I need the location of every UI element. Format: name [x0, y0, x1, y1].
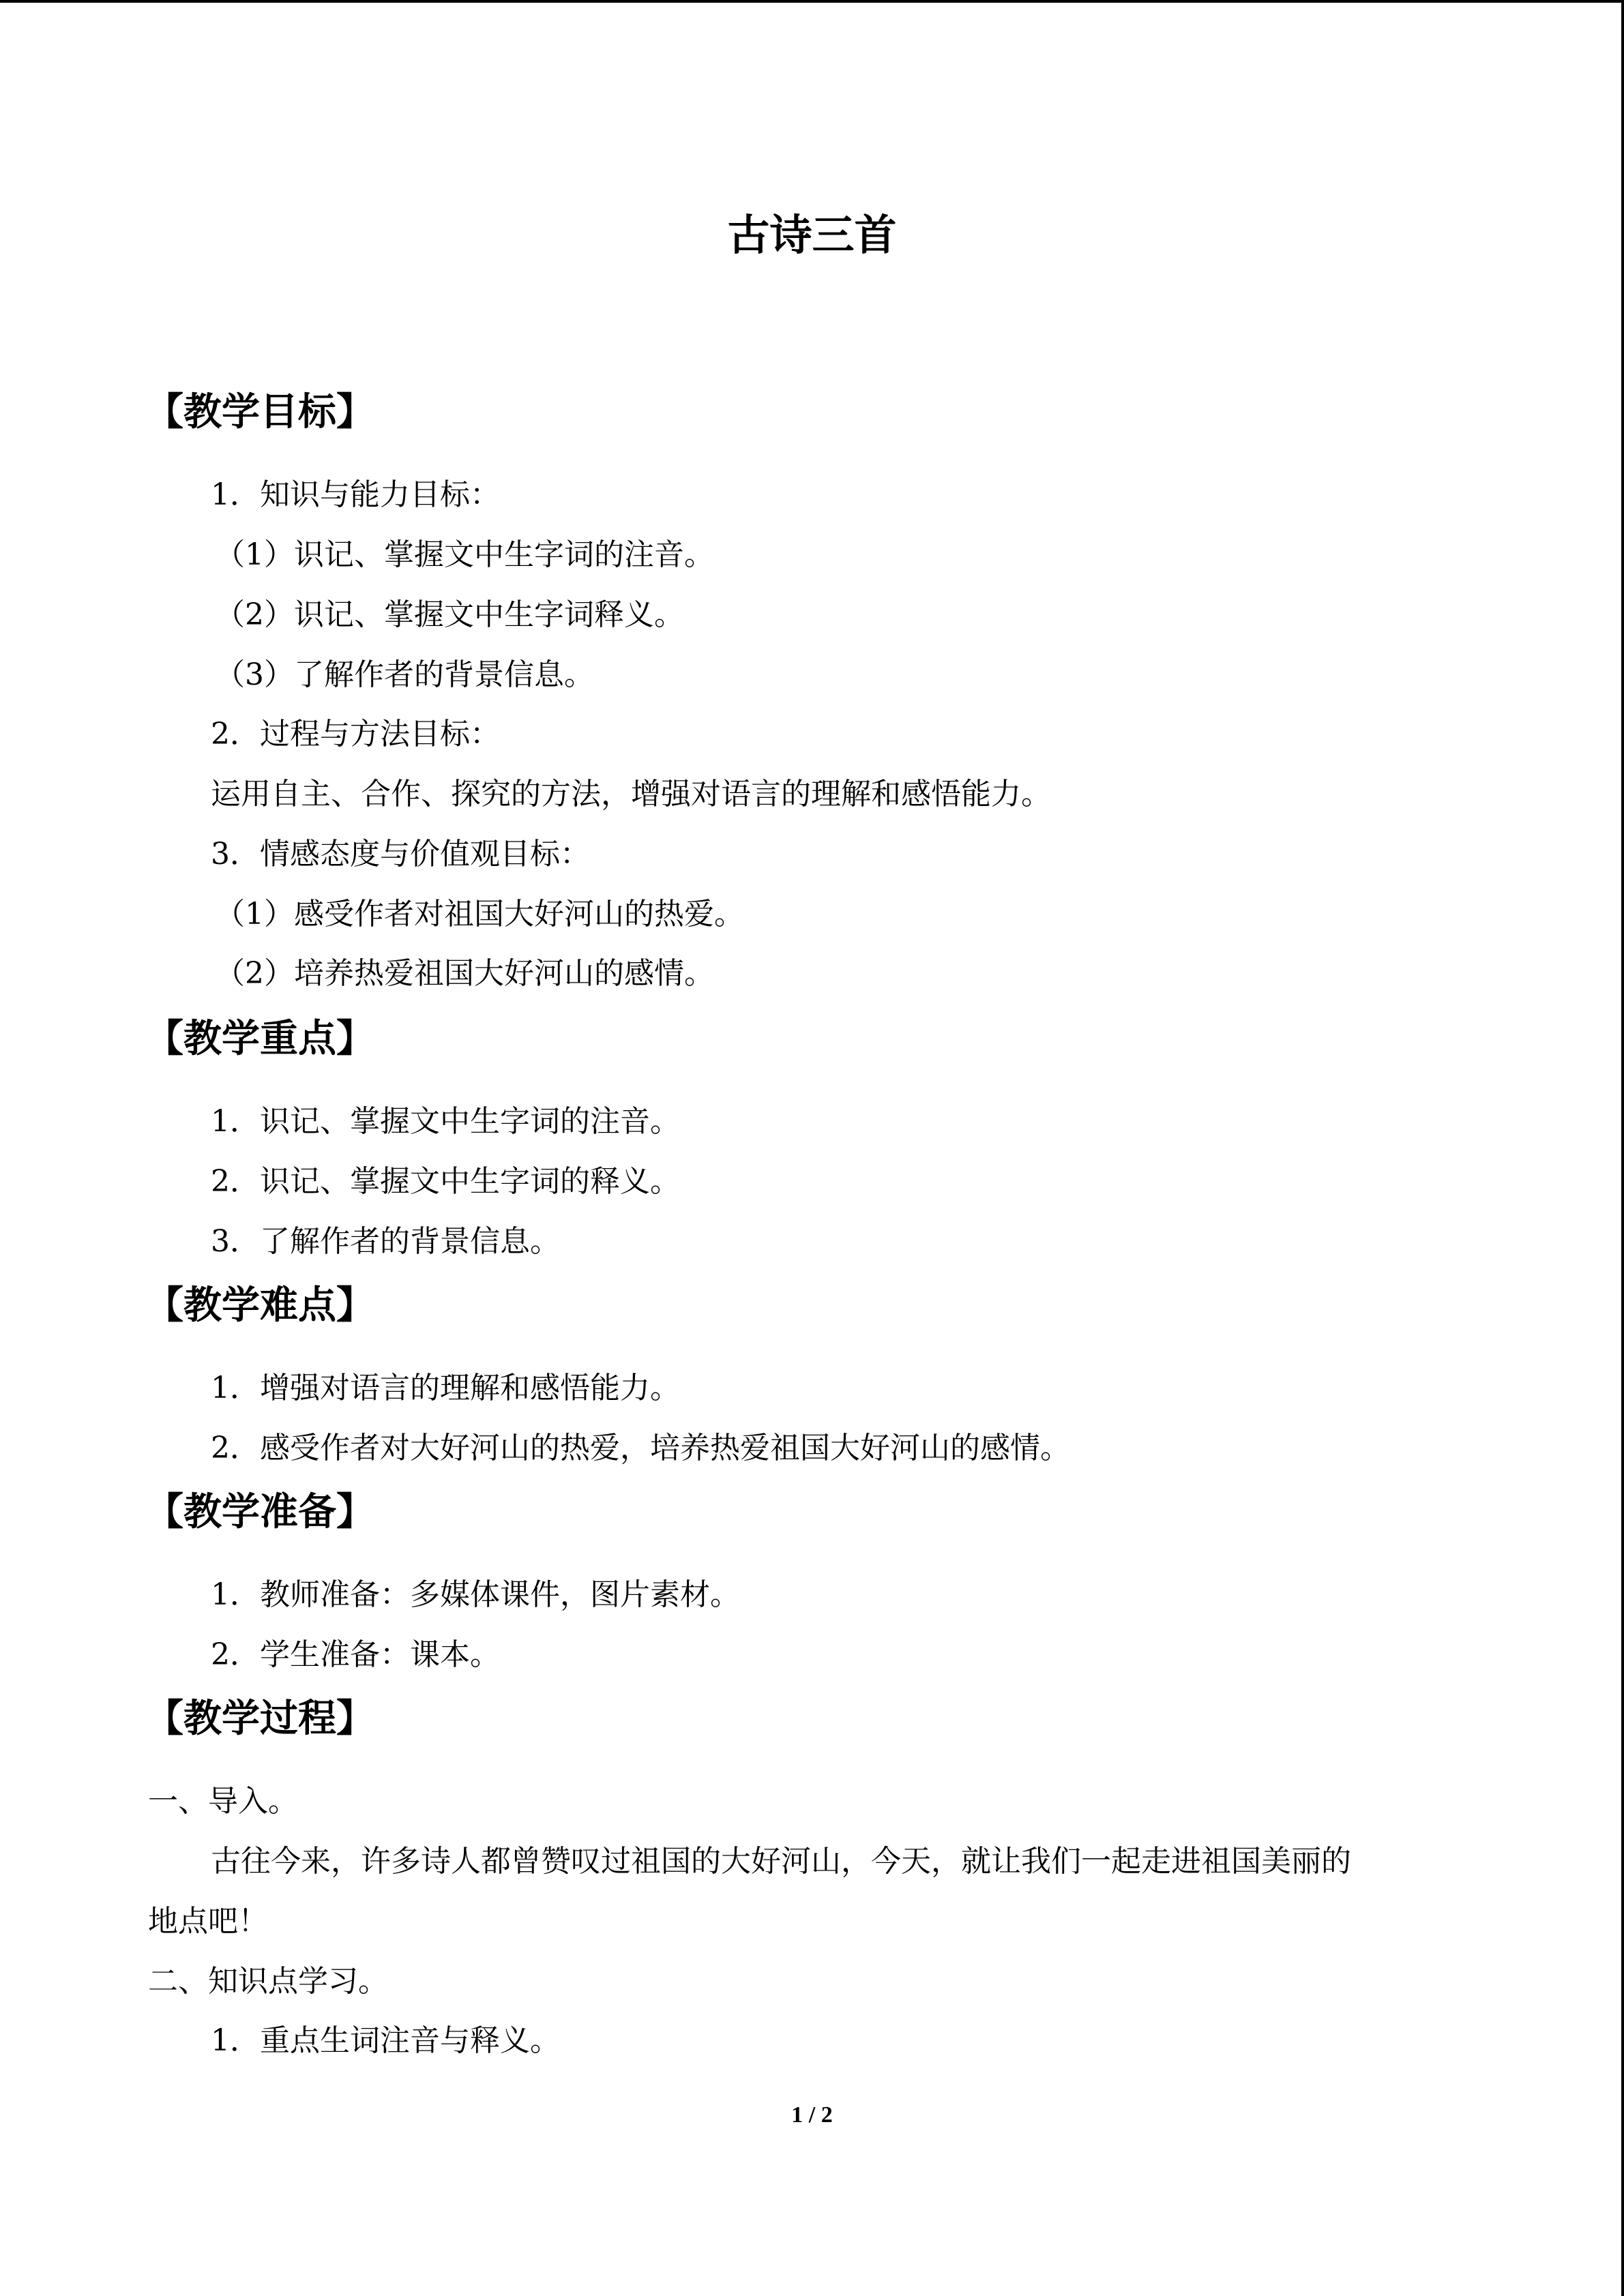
page-indicator: 1 / 2 [791, 2102, 833, 2128]
preparation-line: 2．学生准备：课本。 [211, 1637, 500, 1672]
process-paragraph-line: 古往今来，许多诗人都曾赞叹过祖国的大好河山，今天，就让我们一起走进祖国美丽的 [211, 1844, 1351, 1879]
right-border [1621, 0, 1624, 2296]
objective-line: （1）感受作者对祖国大好河山的热爱。 [215, 897, 744, 931]
process-line: 1．重点生词注音与释义。 [211, 2023, 560, 2058]
process-paragraph-line: 地点吧！ [148, 1904, 268, 1939]
objective-line: （1）识记、掌握文中生字词的注音。 [215, 537, 714, 572]
objective-line: 运用自主、合作、探究的方法，增强对语言的理解和感悟能力。 [211, 777, 1051, 811]
objective-line: 1．知识与能力目标： [211, 477, 500, 512]
top-border [0, 0, 1624, 3]
objective-line: 2．过程与方法目标： [211, 717, 500, 751]
key-point-line: 3．了解作者的背景信息。 [211, 1224, 560, 1259]
process-line: 一、导入。 [148, 1784, 298, 1819]
objective-line: （2）培养热爱祖国大好河山的感情。 [215, 956, 714, 991]
key-point-line: 2．识记、掌握文中生字词的释义。 [211, 1164, 680, 1199]
preparation-line: 1．教师准备：多媒体课件，图片素材。 [211, 1577, 740, 1612]
section-heading-objectives: 【教学目标】 [145, 390, 374, 434]
key-point-line: 1．识记、掌握文中生字词的注音。 [211, 1104, 680, 1139]
objective-line: 3．情感态度与价值观目标： [211, 837, 590, 871]
section-heading-difficulties: 【教学难点】 [145, 1283, 374, 1328]
section-heading-preparation: 【教学准备】 [145, 1490, 374, 1534]
section-heading-key-points: 【教学重点】 [145, 1017, 374, 1061]
difficulty-line: 2．感受作者对大好河山的热爱，培养热爱祖国大好河山的感情。 [211, 1431, 1070, 1465]
document-title: 古诗三首 [727, 210, 897, 260]
section-heading-process: 【教学过程】 [145, 1697, 374, 1741]
objective-line: （2）识记、掌握文中生字词释义。 [215, 597, 684, 632]
process-line: 二、知识点学习。 [148, 1964, 388, 1999]
objective-line: （3）了解作者的背景信息。 [215, 657, 594, 692]
difficulty-line: 1．增强对语言的理解和感悟能力。 [211, 1371, 680, 1405]
